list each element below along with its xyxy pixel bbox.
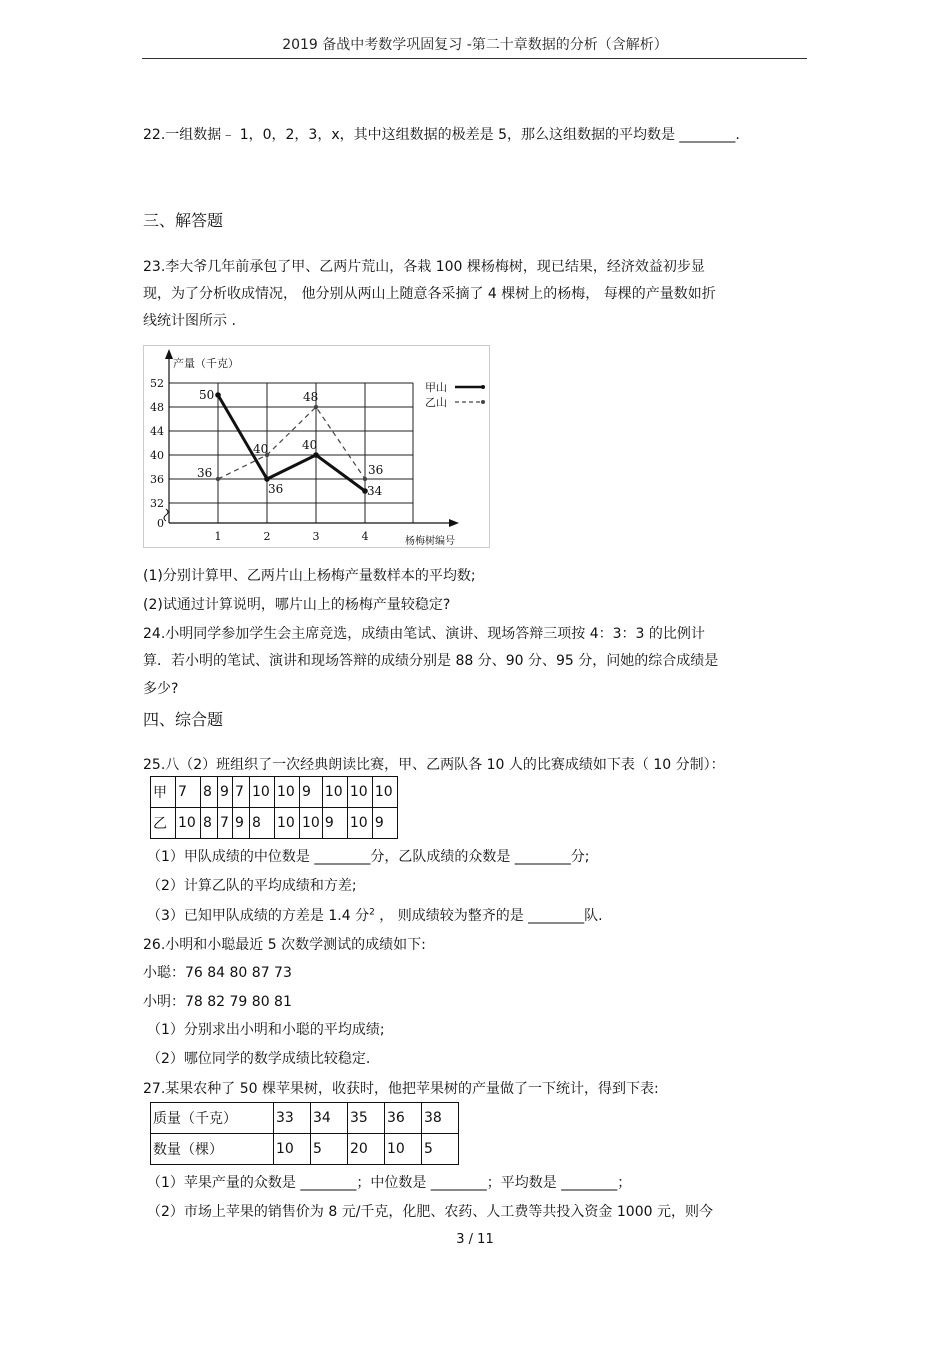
table-cell: 10 <box>385 1134 422 1165</box>
question-25-sub-3-part-b: ， 则成绩较为整齐的是 ________队. <box>379 908 603 924</box>
table-cell: 34 <box>311 1103 348 1134</box>
question-25-sub-1: （1）甲队成绩的中位数是 ________分，乙队成绩的众数是 ________分; <box>147 849 590 865</box>
data-label: 34 <box>367 484 383 498</box>
table-cell: 10 <box>274 1134 311 1165</box>
table-row <box>151 1134 459 1165</box>
chart-legend <box>425 381 485 409</box>
table-cell: 乙 <box>151 808 176 839</box>
table-cell: 9 <box>218 777 233 808</box>
data-label: 48 <box>303 390 319 404</box>
y-tick-label: 40 <box>150 449 164 462</box>
data-label: 36 <box>268 482 284 496</box>
table-cell: 5 <box>422 1134 459 1165</box>
data-label: 40 <box>302 438 318 452</box>
table-cell: 10 <box>322 777 347 808</box>
legend-label: 乙山 <box>425 396 447 409</box>
legend-label: 甲山 <box>425 381 447 394</box>
question-25-sub-2: （2）计算乙队的平均成绩和方差; <box>147 878 357 894</box>
x-tick-label: 2 <box>263 530 271 543</box>
question-27-sub-2: （2）市场上苹果的销售价为 8 元/千克，化肥、农药、人工费等共投入资金 1000 元，则今 <box>147 1204 713 1220</box>
legend-marker <box>481 400 485 404</box>
question-26-ming-scores: 小明：78 82 79 80 81 <box>143 994 292 1010</box>
y-axis-arrow <box>165 349 173 359</box>
table-cell: 35 <box>348 1103 385 1134</box>
table-cell: 10 <box>176 808 201 839</box>
y-tick-label: 44 <box>150 425 164 438</box>
chart-labels <box>150 356 455 547</box>
table-row <box>151 1103 459 1134</box>
data-label: 50 <box>199 388 215 402</box>
data-point <box>363 477 367 481</box>
data-point <box>215 392 221 398</box>
table-cell: 10 <box>300 808 323 839</box>
table-cell: 36 <box>385 1103 422 1134</box>
question-25-intro: 25.八（2）班组织了一次经典朗读比赛，甲、乙两队各 10 人的比赛成绩如下表（ 10 分制）： <box>143 757 725 773</box>
question-26-sub-2: （2）哪位同学的数学成绩比较稳定. <box>147 1051 371 1067</box>
section-heading-4: 四、综合题 <box>143 710 224 729</box>
header-divider <box>142 58 807 59</box>
table-cell: 38 <box>422 1103 459 1134</box>
y-axis-title: 产量（千克） <box>173 357 239 370</box>
page-header-title: 2019 备战中考数学巩固复习 -第二十章数据的分析（含解析） <box>282 37 668 53</box>
series-line-jia <box>218 395 365 491</box>
apple-yield-table <box>150 1102 459 1165</box>
x-axis-title: 杨梅树编号 <box>405 536 455 547</box>
table-row <box>151 777 398 808</box>
question-24-line-3: 多少? <box>143 681 179 697</box>
table-cell: 数量（棵） <box>151 1134 274 1165</box>
table-cell: 9 <box>372 808 397 839</box>
x-axis-arrow <box>449 519 459 527</box>
data-label: 36 <box>197 466 213 480</box>
data-label: 36 <box>368 463 384 477</box>
y-tick-label: 52 <box>150 377 164 390</box>
table-cell: 质量（千克） <box>151 1103 274 1134</box>
data-point <box>314 405 318 409</box>
table-cell: 8 <box>201 777 218 808</box>
question-23-sub-2: (2)试通过计算说明，哪片山上的杨梅产量较稳定? <box>143 597 451 613</box>
question-24-line-1: 24.小明同学参加学生会主席竞选，成绩由笔试、演讲、现场答辩三项按 4：3：3 的比例计 <box>143 626 705 642</box>
question-27-intro: 27.某果农种了 50 棵苹果树，收获时，他把苹果树的产量做了一下统计，得到下表: <box>143 1081 659 1097</box>
table-cell: 9 <box>233 808 250 839</box>
table-cell: 10 <box>347 777 372 808</box>
table-cell: 10 <box>275 808 300 839</box>
table-cell: 8 <box>201 808 218 839</box>
question-26-sub-1: （1）分别求出小明和小聪的平均成绩; <box>147 1022 385 1038</box>
score-table <box>150 776 398 839</box>
table-row <box>151 808 398 839</box>
table-cell: 5 <box>311 1134 348 1165</box>
question-22: 22.一组数据﹣ 1，0，2，3，x，其中这组数据的极差是 5，那么这组数据的平均数是 ________. <box>143 127 740 143</box>
table-cell: 20 <box>348 1134 385 1165</box>
chart-grid <box>169 383 413 523</box>
data-label: 40 <box>253 442 269 456</box>
question-26-intro: 26.小明和小聪最近 5 次数学测试的成绩如下: <box>143 937 426 953</box>
question-23-line-1: 23.李大爷几年前承包了甲、乙两片荒山，各栽 100 棵杨梅树，现已结果，经济效益初步显 <box>143 259 705 275</box>
superscript-2: 2 <box>369 907 375 918</box>
table-cell: 9 <box>322 808 347 839</box>
y-tick-label: 32 <box>150 497 164 510</box>
question-25-sub-3-part-a: （3）已知甲队成绩的方差是 1.4 分 <box>147 908 370 924</box>
table-cell: 甲 <box>151 777 176 808</box>
table-cell: 7 <box>176 777 201 808</box>
x-tick-label: 1 <box>214 530 222 543</box>
question-23-line-3: 线统计图所示 . <box>143 313 236 329</box>
table-cell: 10 <box>347 808 372 839</box>
table-cell: 8 <box>250 808 275 839</box>
y-tick-label: 48 <box>150 401 164 414</box>
data-point <box>264 476 270 482</box>
question-27-sub-1: （1）苹果产量的众数是 ________；中位数是 ________；平均数是 ________； <box>147 1175 632 1191</box>
x-tick-label: 3 <box>312 530 320 543</box>
line-chart <box>143 345 491 549</box>
section-heading-3: 三、解答题 <box>143 211 224 230</box>
y-tick-label: 0 <box>157 517 164 530</box>
question-24-line-2: 算．若小明的笔试、演讲和现场答辩的成绩分别是 88 分、90 分、95 分，问她的综合成绩是 <box>143 653 719 669</box>
legend-marker <box>481 385 485 389</box>
data-point <box>313 452 319 458</box>
table-cell: 7 <box>218 808 233 839</box>
data-point <box>216 477 220 481</box>
question-23-line-2: 现，为了分析收成情况， 他分别从两山上随意各采摘了 4 棵树上的杨梅， 每棵的产量数如折 <box>143 286 716 302</box>
table-cell: 10 <box>372 777 397 808</box>
page-number: 3 / 11 <box>456 1232 494 1247</box>
question-26-cong-scores: 小聪：76 84 80 87 73 <box>143 965 292 981</box>
question-25-sub-3 <box>147 905 603 925</box>
axis-break-mark <box>164 509 168 521</box>
table-cell: 10 <box>250 777 275 808</box>
table-cell: 7 <box>233 777 250 808</box>
table-cell: 33 <box>274 1103 311 1134</box>
x-tick-label: 4 <box>361 530 369 543</box>
y-tick-label: 36 <box>150 473 164 486</box>
table-cell: 10 <box>275 777 300 808</box>
question-23-sub-1: (1)分别计算甲、乙两片山上杨梅产量数样本的平均数; <box>143 568 476 584</box>
table-cell: 9 <box>300 777 323 808</box>
